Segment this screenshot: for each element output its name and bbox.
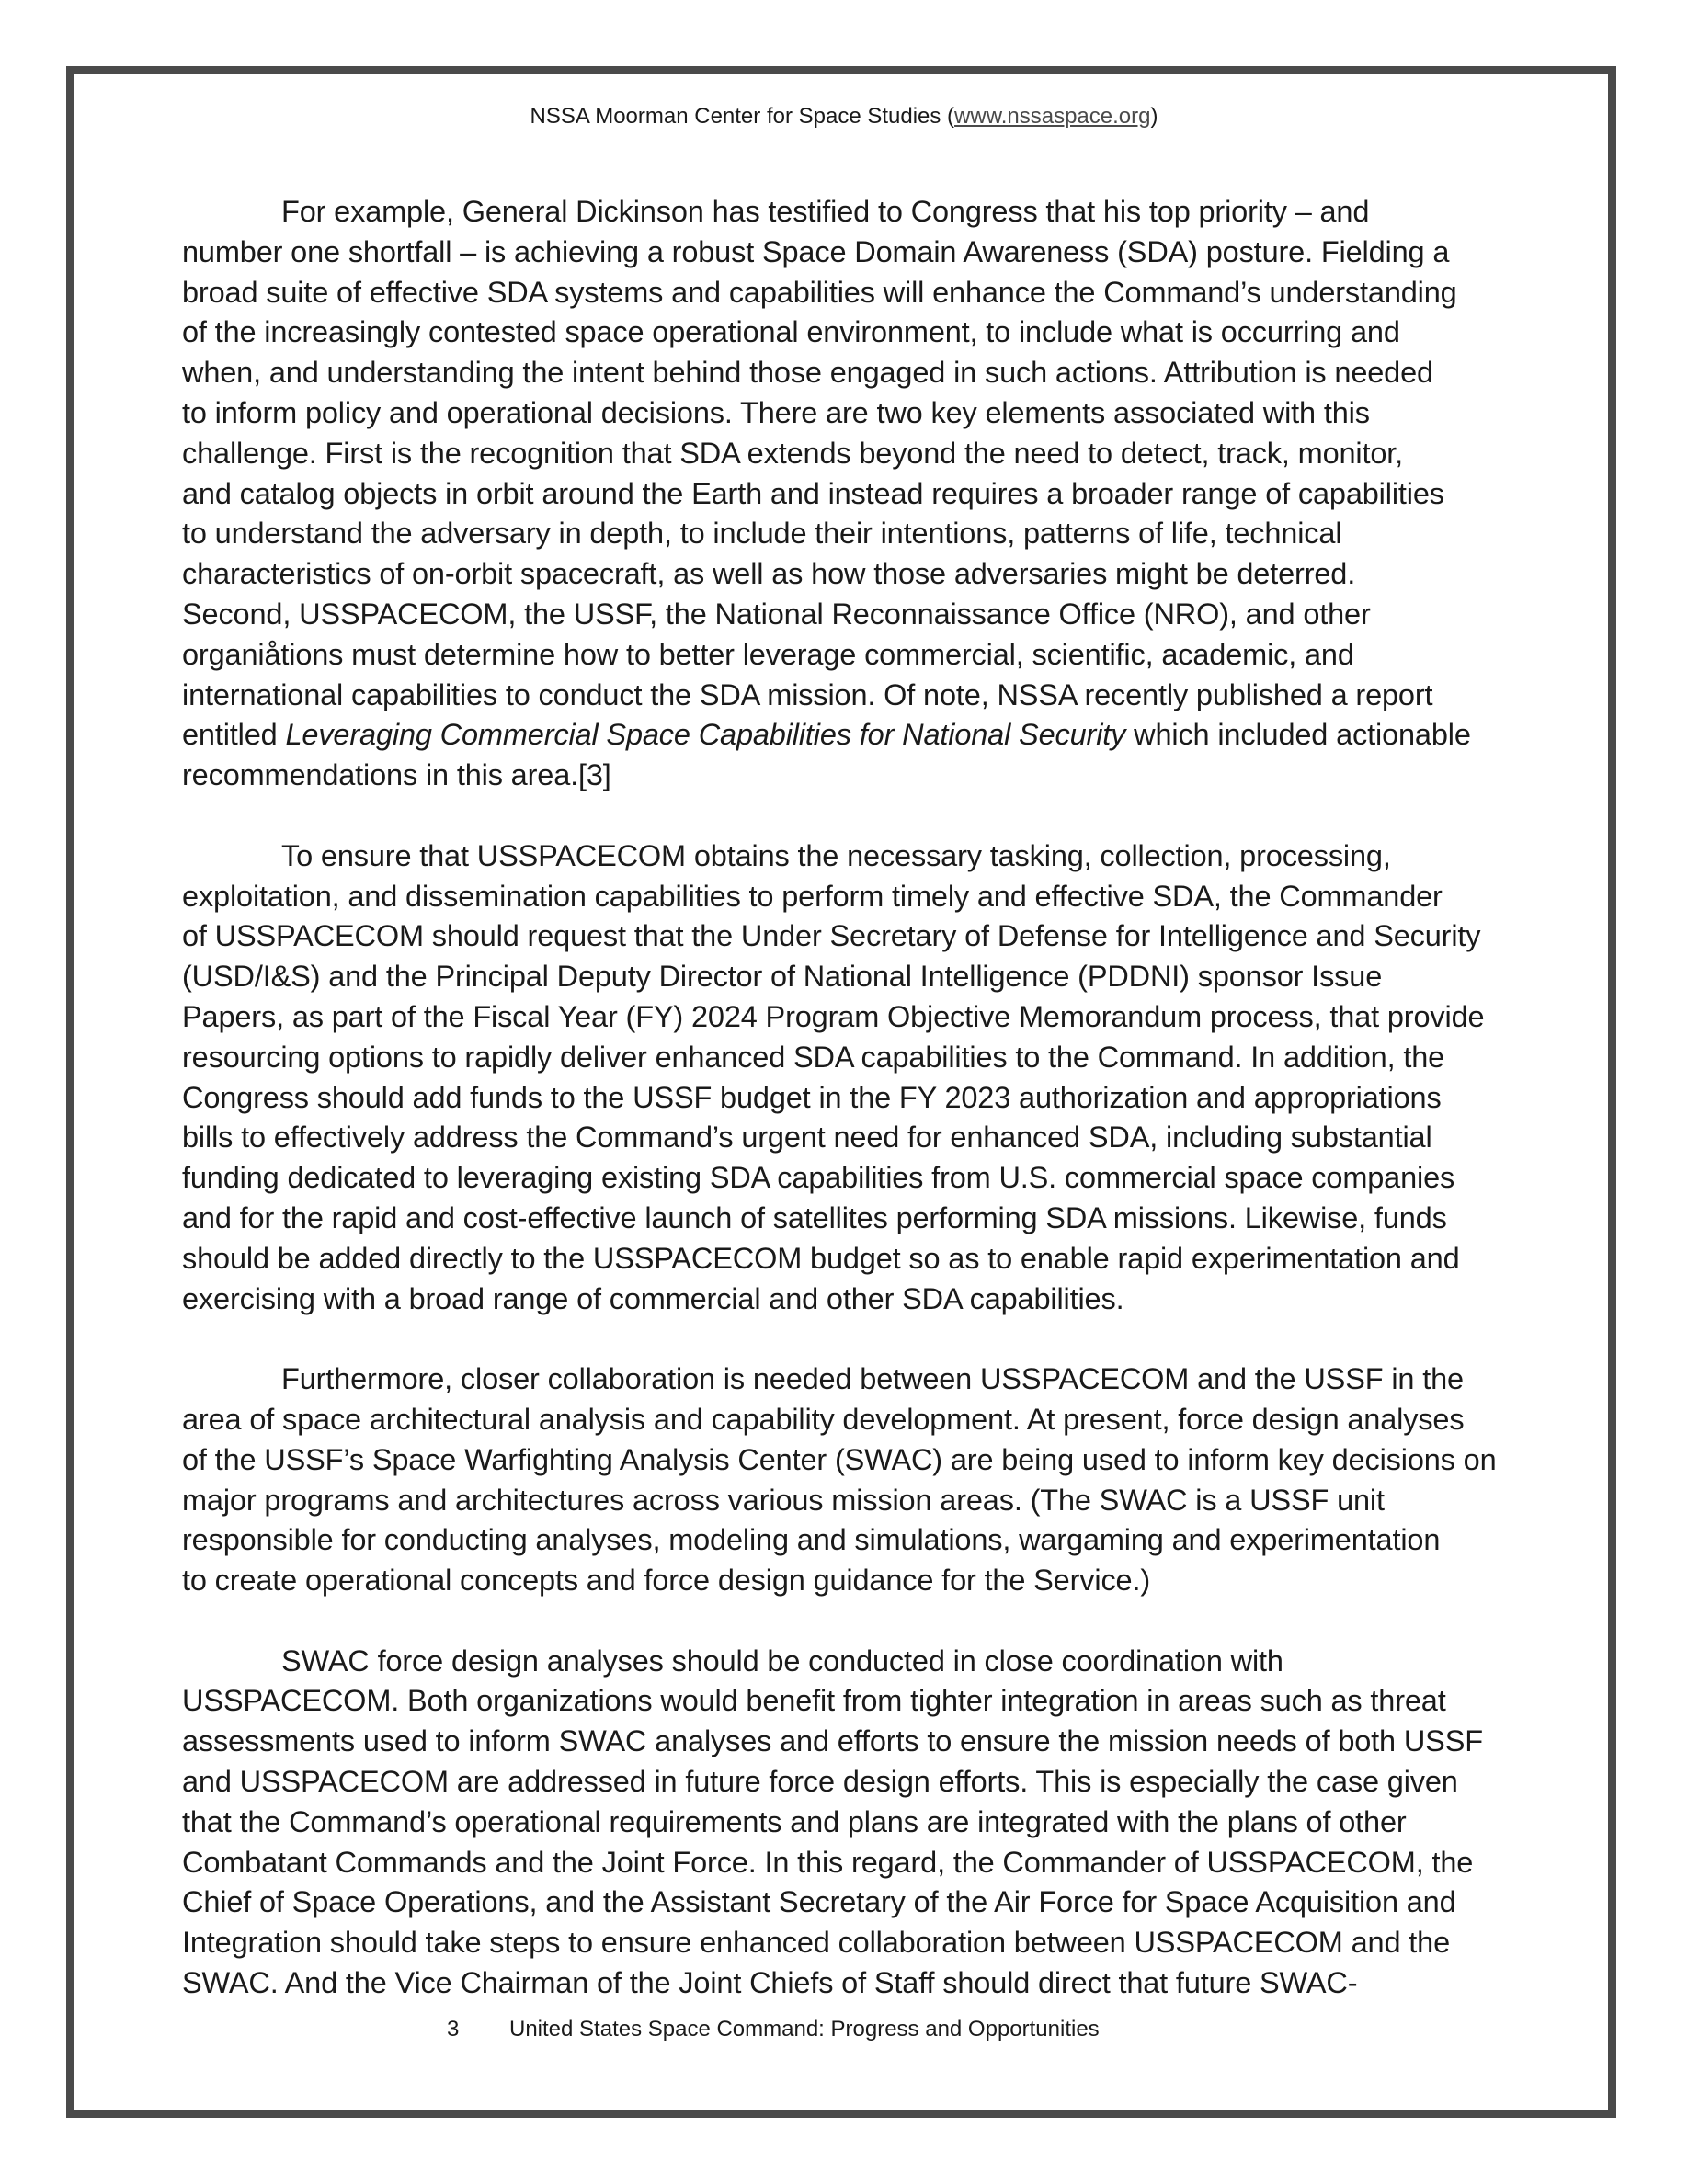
paragraph-line: responsible for conducting analyses, modeling and simulations, wargaming and experimentation	[182, 1523, 1441, 1557]
paragraph-line: broad suite of effective SDA systems and capabilities will enhance the Command’s understanding	[182, 275, 1457, 309]
paragraph-line: organiåtions must determine how to better leverage commercial, scientific, academic, and	[182, 637, 1354, 671]
paragraph-line: USSPACECOM. Both organizations would benefit from tighter integration in areas such as threat	[182, 1684, 1446, 1718]
paragraph-line: (USD/I&S) and the Principal Deputy Director of National Intelligence (PDDNI) sponsor Issue	[182, 960, 1383, 994]
paragraph-line: challenge. First is the recognition that SDA extends beyond the need to detect, track, monitor,	[182, 436, 1404, 470]
paragraph-line: number one shortfall – is achieving a robust Space Domain Awareness (SDA) posture. Fielding a	[182, 234, 1450, 268]
paragraph-3	[182, 1359, 1511, 1601]
paragraph-line	[182, 715, 1511, 756]
paragraph-line: should be added directly to the USSPACECOM budget so as to enable rapid experimentation and	[182, 1241, 1460, 1275]
paragraph-line: bills to effectively address the Command’s urgent need for enhanced SDA, including substantial	[182, 1120, 1432, 1155]
paragraph-line: resourcing options to rapidly deliver enhanced SDA capabilities to the Command. In addition, the	[182, 1040, 1445, 1074]
paragraph-line: international capabilities to conduct the SDA mission. Of note, NSSA recently published a report	[182, 677, 1433, 711]
body-text	[182, 192, 1511, 2004]
paragraph-line: recommendations in this area.[3]	[182, 758, 611, 792]
paragraph-line: Papers, as part of the Fiscal Year (FY) 2024 Program Objective Memorandum process, that provide	[182, 999, 1485, 1033]
paragraph-line: that the Command’s operational requirements and plans are integrated with the plans of other	[182, 1804, 1407, 1838]
paragraph-line: Second, USSPACECOM, the USSF, the National Reconnaissance Office (NRO), and other	[182, 597, 1371, 631]
paragraph-line: To ensure that USSPACECOM obtains the necessary tasking, collection, processing,	[281, 838, 1391, 872]
header-link[interactable]: www.nssaspace.org	[954, 104, 1151, 129]
paragraph-2	[182, 836, 1511, 1320]
header-close: )	[1150, 104, 1158, 129]
italic-line-after: which included actionable	[1125, 718, 1471, 752]
paragraph-gap	[182, 796, 1511, 836]
paragraph-line: Combatant Commands and the Joint Force. In this regard, the Commander of USSPACECOM, the	[182, 1845, 1474, 1879]
paragraph-line: characteristics of on-orbit spacecraft, as well as how those adversaries might be deterred.	[182, 557, 1356, 591]
paragraph-line: of the increasingly contested space operational environment, to include what is occurring and	[182, 315, 1400, 349]
paragraph-line: exploitation, and dissemination capabilities to perform timely and effective SDA, the Commander	[182, 879, 1443, 913]
paragraph-line: exercising with a broad range of commercial and other SDA capabilities.	[182, 1281, 1124, 1315]
paragraph-line: of the USSF’s Space Warfighting Analysis Center (SWAC) are being used to inform key decisions on	[182, 1442, 1497, 1476]
paragraph-line: funding dedicated to leveraging existing SDA capabilities from U.S. commercial space companies	[182, 1161, 1455, 1195]
paragraph-line: of USSPACECOM should request that the Under Secretary of Defense for Intelligence and Security	[182, 919, 1481, 953]
paragraph-line: to inform policy and operational decisions. There are two key elements associated with this	[182, 395, 1370, 429]
paragraph-line: Furthermore, closer collaboration is needed between USSPACECOM and the USSF in the	[281, 1362, 1464, 1396]
paragraph-1	[182, 192, 1511, 796]
paragraph-line: and USSPACECOM are addressed in future force design efforts. This is especially the case given	[182, 1765, 1458, 1799]
paragraph-line: assessments used to inform SWAC analyses and efforts to ensure the mission needs of both USSF	[182, 1724, 1483, 1758]
page-number: 3	[447, 2017, 460, 2042]
paragraph-line: Integration should take steps to ensure enhanced collaboration between USSPACECOM and the	[182, 1926, 1450, 1960]
paragraph-line: to understand the adversary in depth, to include their intentions, patterns of life, technical	[182, 517, 1342, 551]
paragraph-4	[182, 1642, 1511, 2004]
paragraph-line: Congress should add funds to the USSF budget in the FY 2023 authorization and appropriations	[182, 1080, 1442, 1114]
page-header	[0, 103, 1688, 131]
italic-line-before: entitled	[182, 718, 286, 752]
paragraph-gap	[182, 1319, 1511, 1359]
paragraph-line: and for the rapid and cost-effective launch of satellites performing SDA missions. Likewise, funds	[182, 1200, 1447, 1234]
paragraph-line: and catalog objects in orbit around the Earth and instead requires a broader range of capabilities	[182, 476, 1444, 510]
report-title: Leveraging Commercial Space Capabilities for National Security	[285, 718, 1126, 752]
paragraph-line: when, and understanding the intent behind those engaged in such actions. Attribution is needed	[182, 356, 1433, 390]
paragraph-line: SWAC. And the Vice Chairman of the Joint Chiefs of Staff should direct that future SWAC-	[182, 1966, 1358, 2000]
header-org: NSSA Moorman Center for Space Studies (	[530, 104, 955, 129]
paragraph-line: SWAC force design analyses should be conducted in close coordination with	[281, 1644, 1283, 1678]
paragraph-line: area of space architectural analysis and capability development. At present, force design analyses	[182, 1402, 1465, 1436]
paragraph-line: For example, General Dickinson has testified to Congress that his top priority – and	[281, 195, 1370, 228]
paragraph-line: major programs and architectures across various mission areas. (The SWAC is a USSF unit	[182, 1483, 1385, 1517]
paragraph-line: to create operational concepts and force design guidance for the Service.)	[182, 1564, 1151, 1598]
paragraph-line: Chief of Space Operations, and the Assistant Secretary of the Air Force for Space Acquisition and	[182, 1885, 1456, 1919]
page-footer	[447, 2016, 1100, 2043]
document-title: United States Space Command: Progress and Opportunities	[509, 2017, 1100, 2042]
paragraph-gap	[182, 1601, 1511, 1642]
